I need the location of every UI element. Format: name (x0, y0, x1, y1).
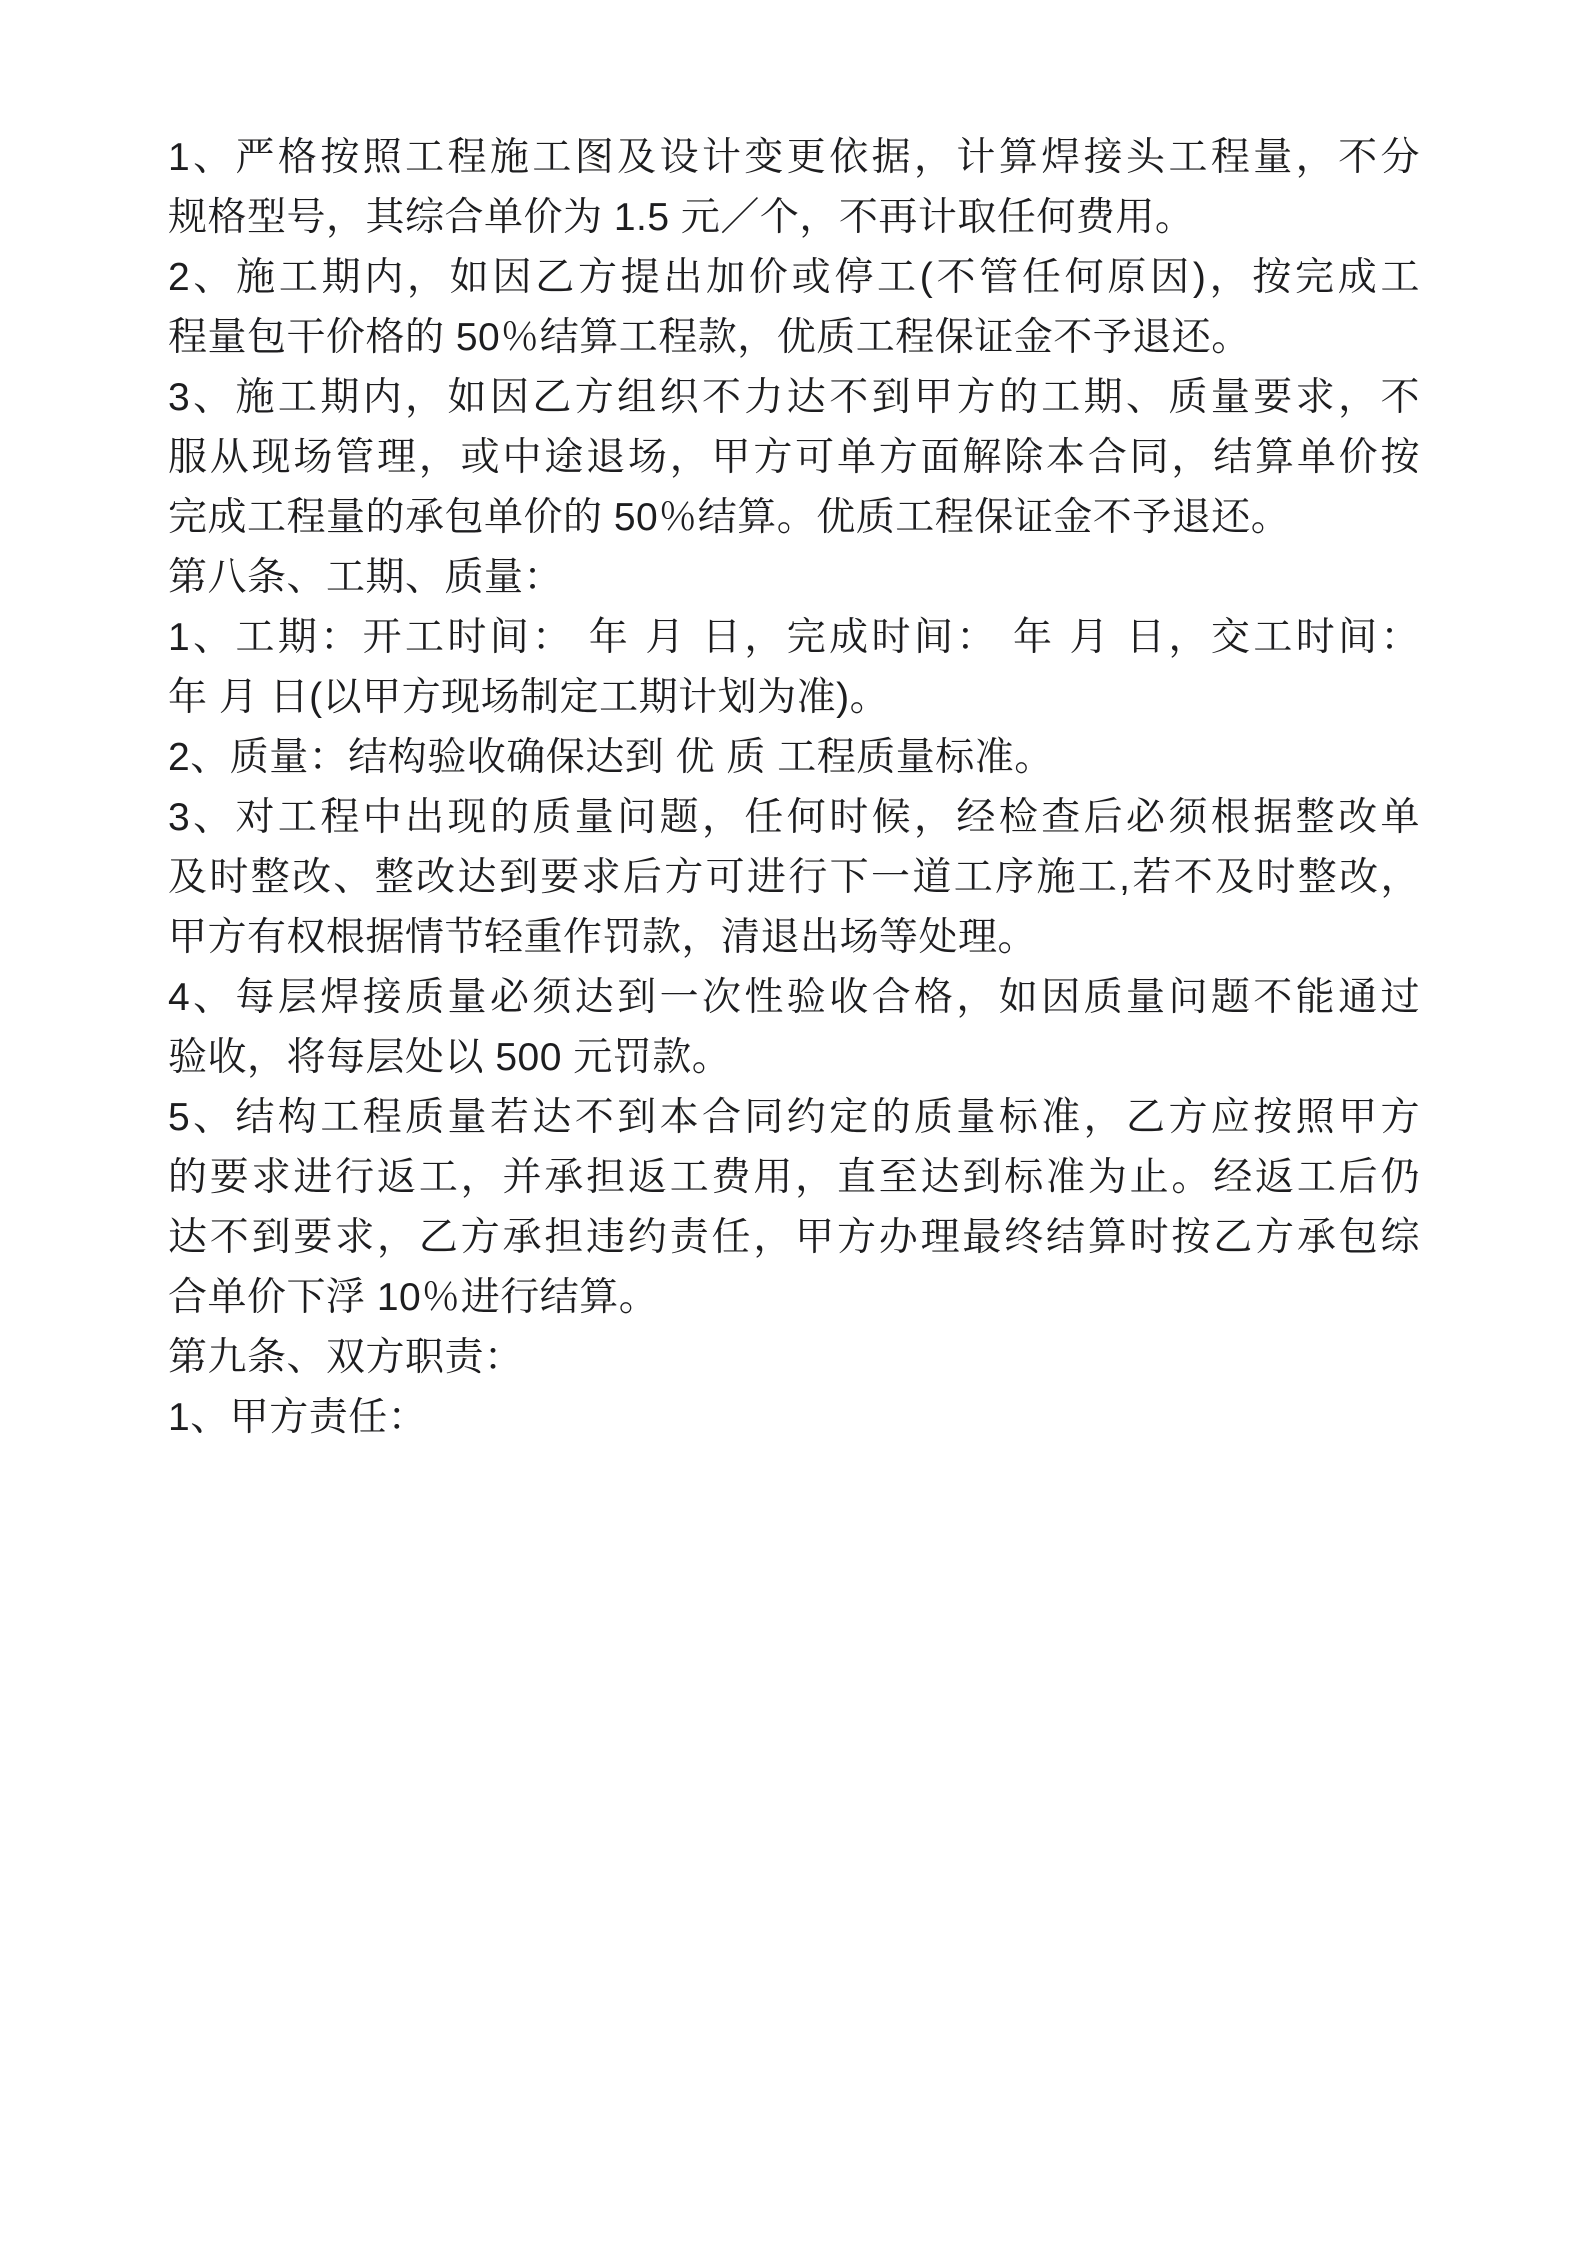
text-line: 1、严格按照工程施工图及设计变更依据，计算焊接头工程量，不分 (168, 136, 1420, 179)
text-line: 1、工期：开工时间： 年 月 日，完成时间： 年 月 日，交工时间： (168, 616, 1420, 659)
text-line: 达不到要求，乙方承担违约责任，甲方办理最终结算时按乙方承包综 (168, 1216, 1420, 1259)
text-line: 的要求进行返工，并承担返工费用，直至达到标准为止。经返工后仍 (168, 1156, 1420, 1199)
text-line: 及时整改、整改达到要求后方可进行下一道工序施工,若不及时整改， (168, 856, 1420, 899)
text-line: 程量包干价格的 50％结算工程款，优质工程保证金不予退还。 (168, 316, 1251, 359)
text-line: 合单价下浮 10％进行结算。 (168, 1276, 659, 1319)
text-line: 第九条、双方职责： (168, 1336, 524, 1379)
text-line: 规格型号，其综合单价为 1.5 元／个，不再计取任何费用。 (168, 196, 1195, 239)
text-line: 年 月 日(以甲方现场制定工期计划为准)。 (168, 676, 890, 719)
text-line: 完成工程量的承包单价的 50％结算。优质工程保证金不予退还。 (168, 496, 1291, 539)
text-line: 5、结构工程质量若达不到本合同约定的质量标准，乙方应按照甲方 (168, 1096, 1420, 1139)
text-line: 4、每层焊接质量必须达到一次性验收合格，如因质量问题不能通过 (168, 976, 1420, 1019)
text-line: 甲方有权根据情节轻重作罚款，清退出场等处理。 (168, 916, 1038, 959)
contract-text-block (168, 128, 1420, 1448)
text-line: 服从现场管理，或中途退场，甲方可单方面解除本合同，结算单价按 (168, 436, 1420, 479)
text-line: 3、对工程中出现的质量问题，任何时候，经检查后必须根据整改单 (168, 796, 1420, 839)
text-line: 1、甲方责任： (168, 1396, 428, 1439)
text-line: 2、质量：结构验收确保达到 优 质 工程质量标准。 (168, 736, 1054, 779)
text-line: 3、施工期内，如因乙方组织不力达不到甲方的工期、质量要求，不 (168, 376, 1420, 419)
text-line: 2、施工期内，如因乙方提出加价或停工(不管任何原因)，按完成工 (168, 256, 1420, 299)
text-line: 验收，将每层处以 500 元罚款。 (168, 1036, 732, 1079)
text-line: 第八条、工期、质量： (168, 556, 564, 599)
